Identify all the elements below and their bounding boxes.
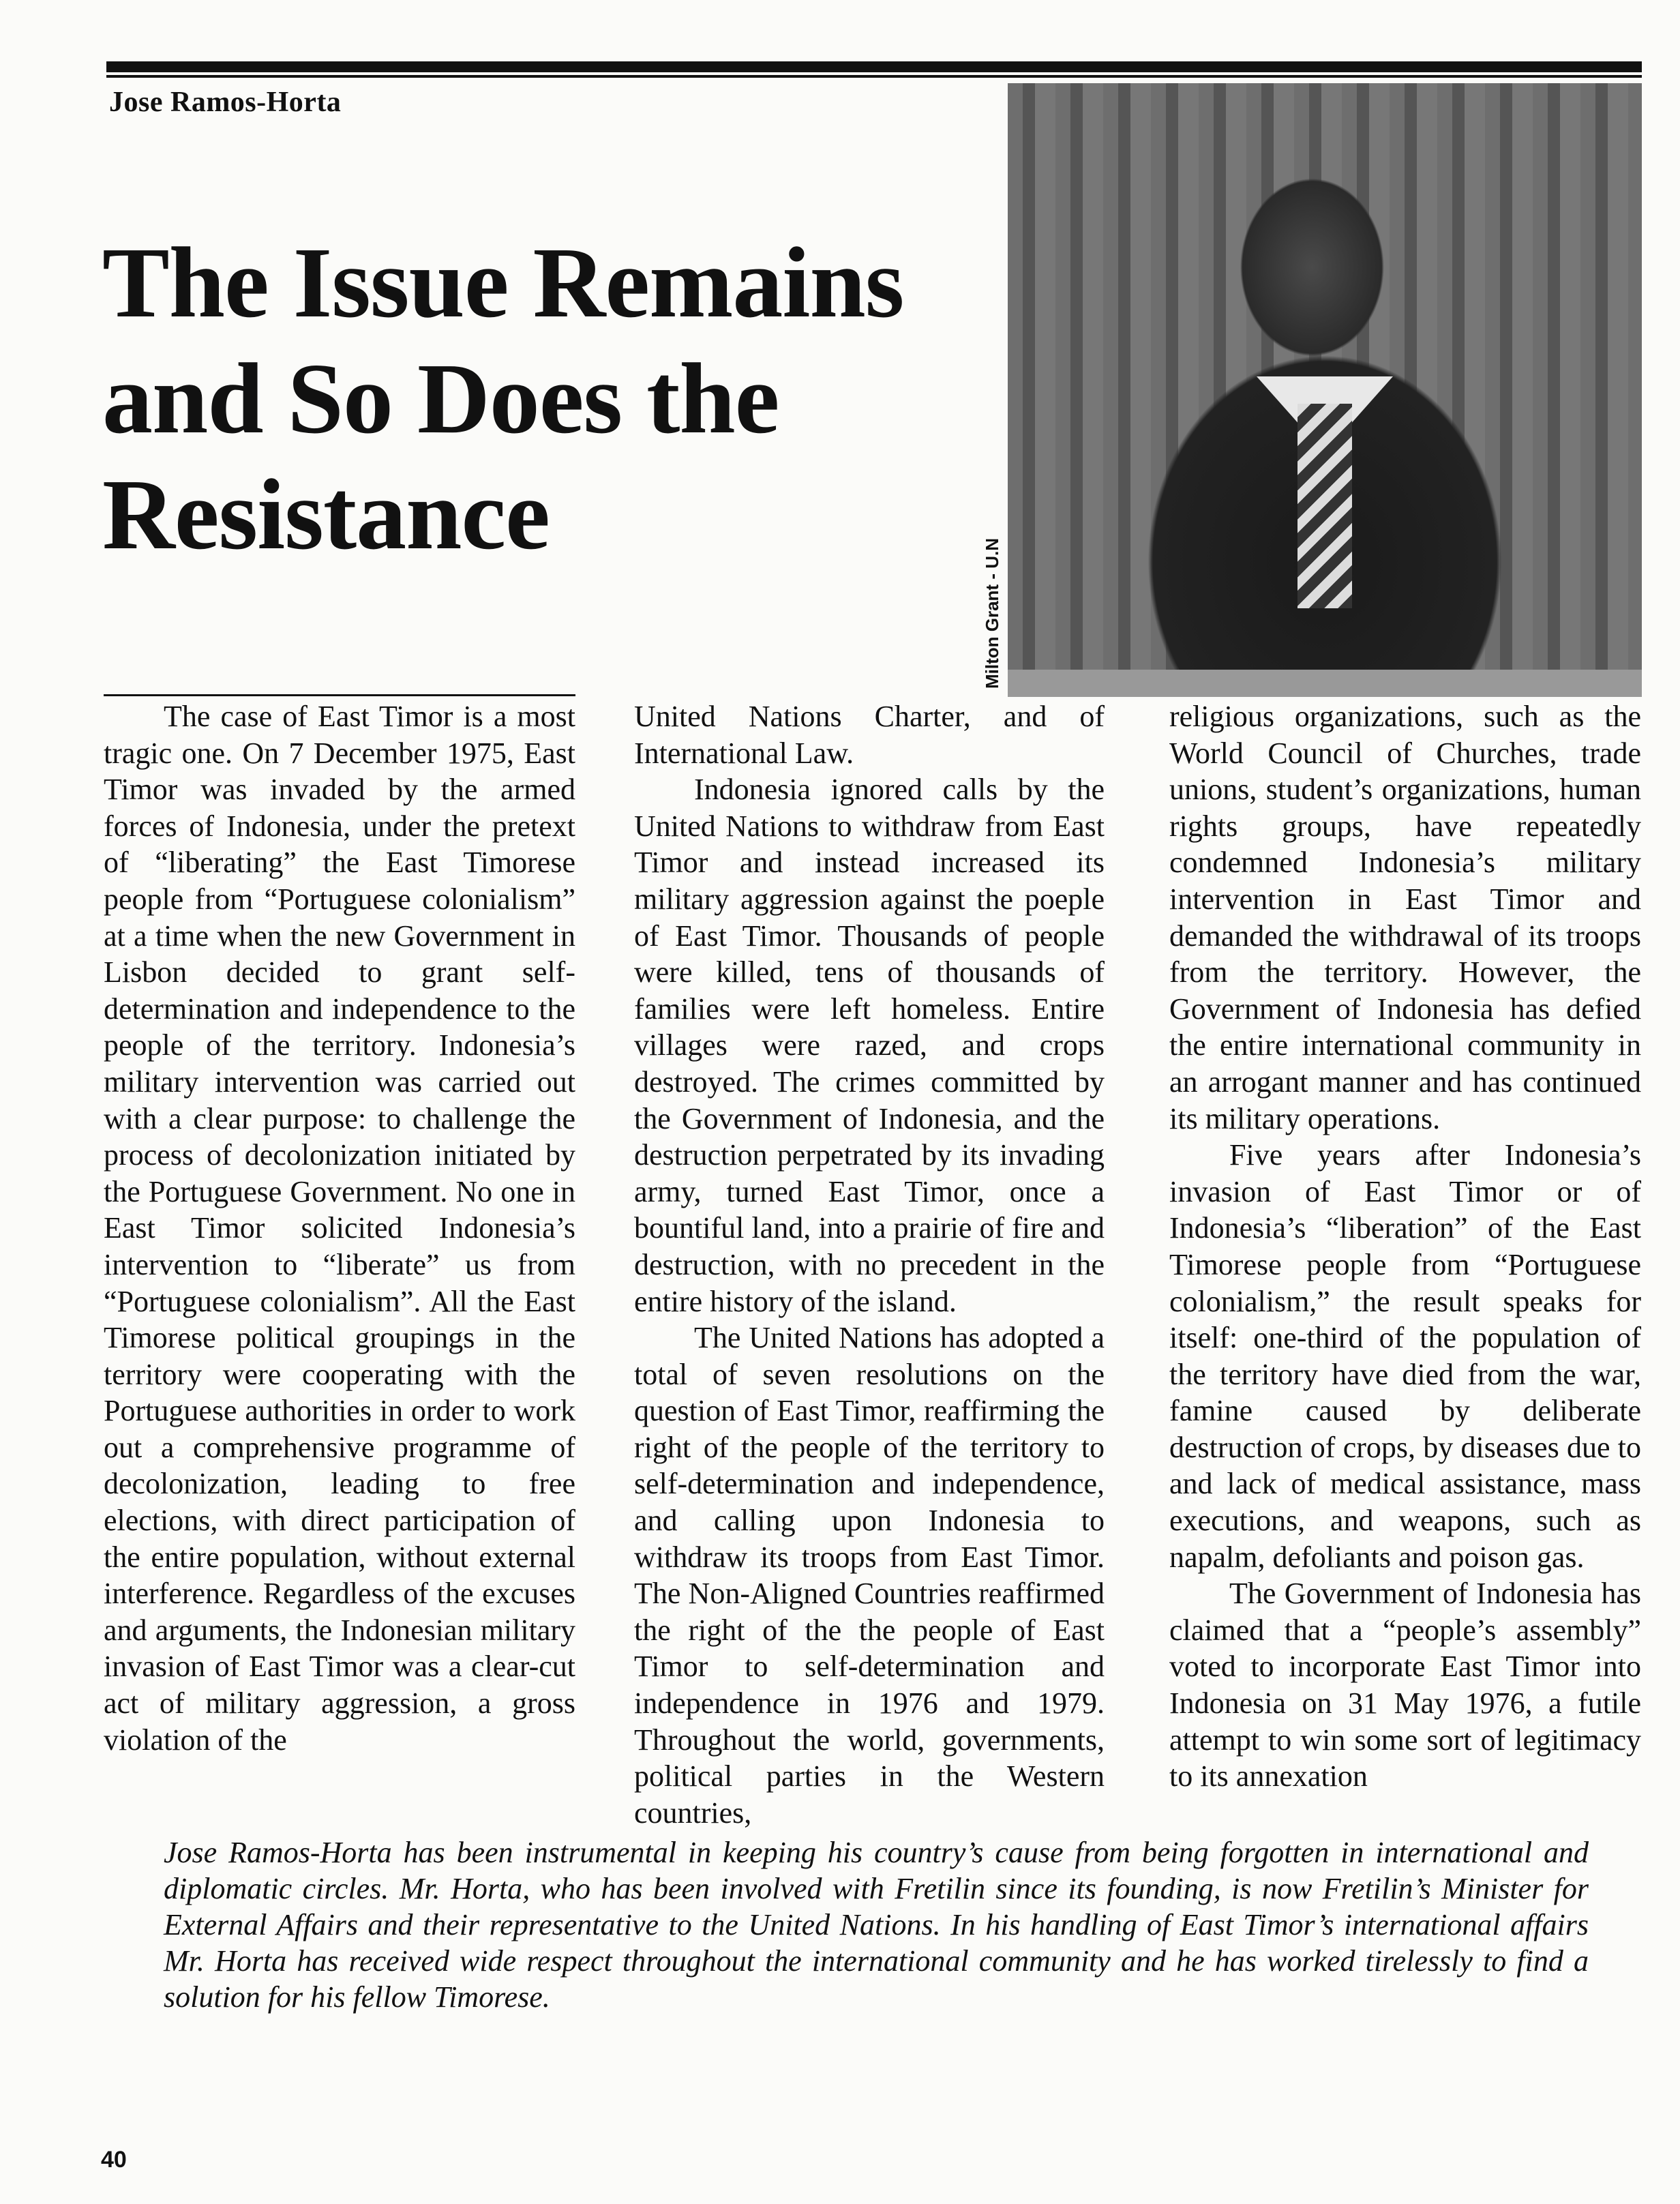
- paragraph: The Government of Indonesia has claimed that a “people’s assembly” voted to incorporate East Timor into Indonesia on 31 May 1976, a futile attempt to win some sort of legitimacy to its annexation: [1169, 1577, 1641, 1793]
- paragraph: Five years after Indonesia’s invasion of East Timor or of Indonesia’s “liberation” of the East Timorese people from “Portuguese colonialism,” the result speaks for itself: one-third of the population of the territory have died from the war, famine caused by deliberate destruction of crops, by diseases due to and lack of medical assistance, mass executions, and weapons, such as napalm, defoliants and poison gas.: [1169, 1138, 1641, 1574]
- paragraph-continued: religious organizations, such as the World Council of Churches, trade unions, student’s organizations, human rights groups, have repeatedly condemned Indonesia’s military intervention in East Timor and demanded the withdrawal of its troops from the territory. However, the Government of Indonesia has defied the entire international community in an arrogant manner and has continued its military operations.: [1169, 700, 1641, 1135]
- author-bio: Jose Ramos-Horta has been instrumental in keeping his country’s cause from being forgotten in international and diplomatic circles. Mr. Horta, who has been involved with Fretilin since its founding, is now Fretilin’s Minister for External Affairs and their representative to the United Nations. In his handling of East Timor’s international affairs Mr. Horta has received wide respect throughout the international community and he has worked tirelessly to find a solution for his fellow Timorese.: [164, 1836, 1589, 2014]
- top-rule: [106, 61, 1642, 72]
- article-column-1: [104, 698, 575, 1758]
- article-title: The Issue Remains and So Does the Resistance: [102, 227, 904, 571]
- paragraph: Indonesia ignored calls by the United Nations to withdraw from East Timor and instead increased its military aggression against the poeple of East Timor. Thousands of people were killed, tens of thousands of families were left homeless. Entire villages were razed, and crops destroyed. The crimes committed by the Government of Indonesia, and the destruction perpetrated by its invading army, turned East Timor, once a bountiful land, into a prairie of fire and destruction, with no precedent in the entire history of the island.: [634, 773, 1105, 1318]
- page-number: 40: [101, 2147, 127, 2173]
- photo-tie: [1298, 404, 1352, 608]
- column-rule: [104, 694, 575, 696]
- photo-desk: [1008, 670, 1642, 697]
- paragraph: The United Nations has adopted a total of seven resolutions on the question of East Timor, reaffirming the right of the people of the territory to self-determination and independence, and calling upon Indonesia to withdraw its troops from East Timor. The Non-Aligned Countries reaffirmed the right of the the people of East Timor to self-determination and independence in 1976 and 1979. Throughout the world, governments, political parties in the Western countries,: [634, 1321, 1105, 1830]
- photo-credit: Milton Grant - U.N: [982, 538, 1002, 689]
- paragraph-continued: United Nations Charter, and of International Law.: [634, 700, 1105, 770]
- author-byline: Jose Ramos-Horta: [109, 87, 342, 118]
- top-rule-thin: [106, 75, 1642, 78]
- paragraph: The case of East Timor is a most tragic one. On 7 December 1975, East Timor was invaded by the armed forces of Indonesia, under the pretext of “liberating” the East Timorese people from “Portuguese colonialism” at a time when the new Government in Lisbon decided to grant self-determination and independence to the people of the territory. Indonesia’s military intervention was carried out with a clear purpose: to challenge the process of decolonization initiated by the Portuguese Government. No one in East Timor solicited Indonesia’s intervention to “liberate” us from “Portuguese colonialism”. All the East Timorese political groupings in the territory were cooperating with the Portuguese authorities in order to work out a comprehensive programme of decolonization, leading to free elections, with direct participation of the entire population, without external interference. Regardless of the excuses and arguments, the Indonesian military invasion of East Timor was a clear-cut act of military aggression, a gross violation of the: [104, 700, 575, 1757]
- article-column-2: [634, 698, 1105, 1831]
- author-photo: [1008, 83, 1642, 697]
- article-column-3: [1169, 698, 1641, 1795]
